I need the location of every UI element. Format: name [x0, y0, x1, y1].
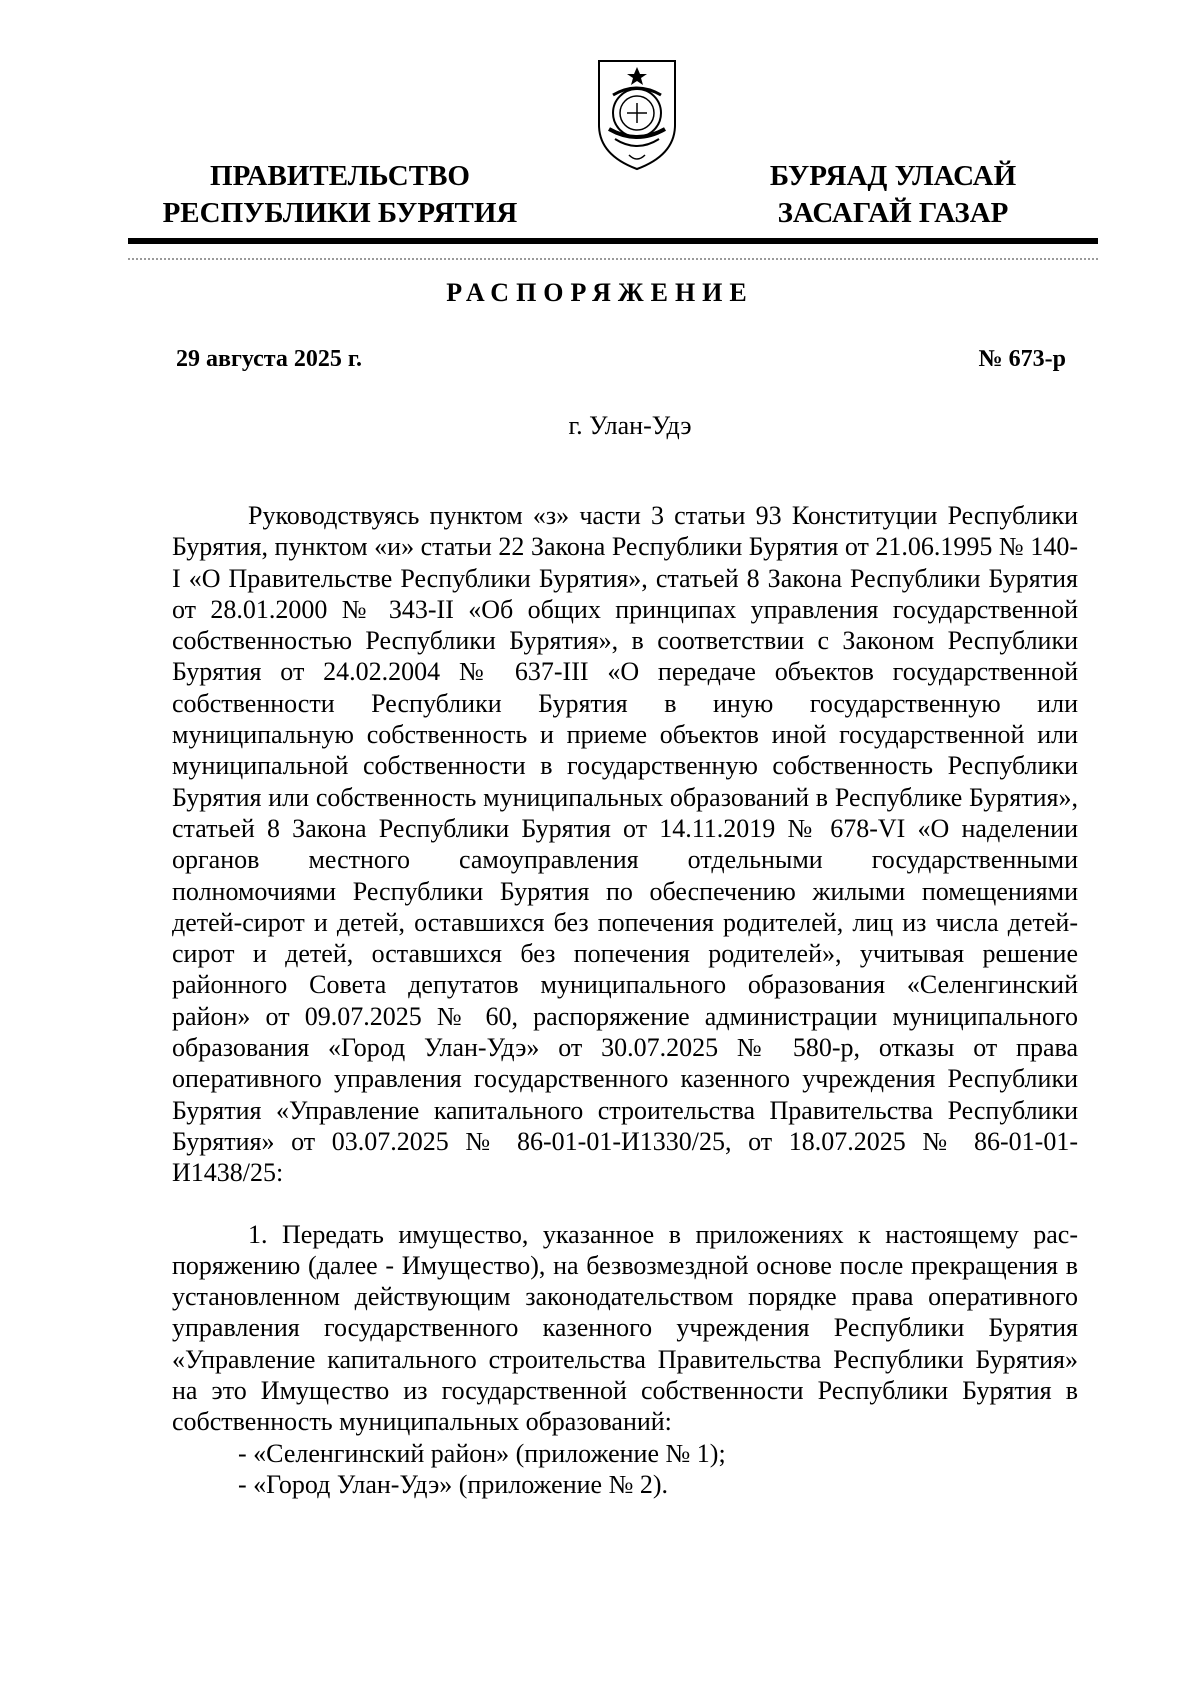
- header-divider-thin: [128, 258, 1098, 260]
- org-name-buryat-line-1: БУРЯАД УЛАСАЙ: [769, 160, 1017, 192]
- org-name-buryat: [728, 158, 1058, 232]
- item-1-list: [172, 1438, 1078, 1501]
- document-city: г. Улан-Удэ: [568, 411, 692, 440]
- item-1-paragraph: 1. Передать имущество, указанное в приложениях к настоящему распоряжению (далее - Имущество), на безвозмездной основе после прекращения в установленном действующим законодательством порядке права оперативного управления государственного казенного учреждения Республики Бурятия «Управление капитального строительства Правительства Республики Бурятия» на это Имущество из государственной собственности Республики Бурятия в собственность муниципальных образований:: [172, 1219, 1078, 1437]
- coat-of-arms-icon: [593, 55, 681, 173]
- header-divider-thick: [128, 238, 1098, 244]
- org-name-buryat-line-2: ЗАСАГАЙ ГАЗАР: [777, 197, 1009, 229]
- document-body: [172, 500, 1078, 1500]
- org-name-russian-line-1: ПРАВИТЕЛЬСТВО: [210, 160, 470, 192]
- document-type: РАСПОРЯЖЕНИЕ: [446, 278, 754, 307]
- document-date: 29 августа 2025 г.: [176, 346, 363, 372]
- org-name-russian: [150, 158, 530, 232]
- preamble-paragraph: Руководствуясь пунктом «з» части 3 статьи 93 Конституции Республики Бурятия, пунктом «и» статьи 22 Закона Республики Бурятия от 21.06.1995 № 140-I «О Правительстве Республики Бурятия», статьей 8 Закона Республики Бурятия от 28.01.2000 № 343-II «Об общих принципах управления государственной собственностью Республики Бурятия», в соответствии с Законом Республики Бурятия от 24.02.2004 № 637-III «О передаче объектов государственной собственности Республики Бурятия в иную государственную или муниципальную собственность и приеме объектов иной государственной или муниципальной собственности в государственную собственность Республики Бурятия или собственность муниципальных образований в Республике Бурятия», статьей 8 Закона Республики Бурятия от 14.11.2019 № 678-VI «О наделении органов местного самоуправления отдельными государственными полномочиями Республики Бурятия по обеспечению жилыми помещениями детей-сирот и детей, оставшихся без попечения родителей, лиц из числа детей-сирот и детей, оставшихся без попечения родителей», учитывая решение районного Совета депутатов муниципального образования «Селенгинский район» от 09.07.2025 № 60, распоряжение администрации муниципального образования «Город Улан-Удэ» от 30.07.2025 № 580-р, отказы от права оперативного управления государственного казенного учреждения Республики Бурятия «Управление капитального строительства Правительства Республики Бурятия» от 03.07.2025 № 86-01-01-И1330/25, от 18.07.2025 № 86-01-01-И1438/25:: [172, 501, 1078, 1188]
- list-item: - «Селенгинский район» (приложение № 1);: [238, 1438, 726, 1468]
- org-name-russian-line-2: РЕСПУБЛИКИ БУРЯТИЯ: [162, 197, 518, 229]
- document-number: № 673-р: [978, 346, 1066, 372]
- list-item: - «Город Улан-Удэ» (приложение № 2).: [238, 1469, 669, 1499]
